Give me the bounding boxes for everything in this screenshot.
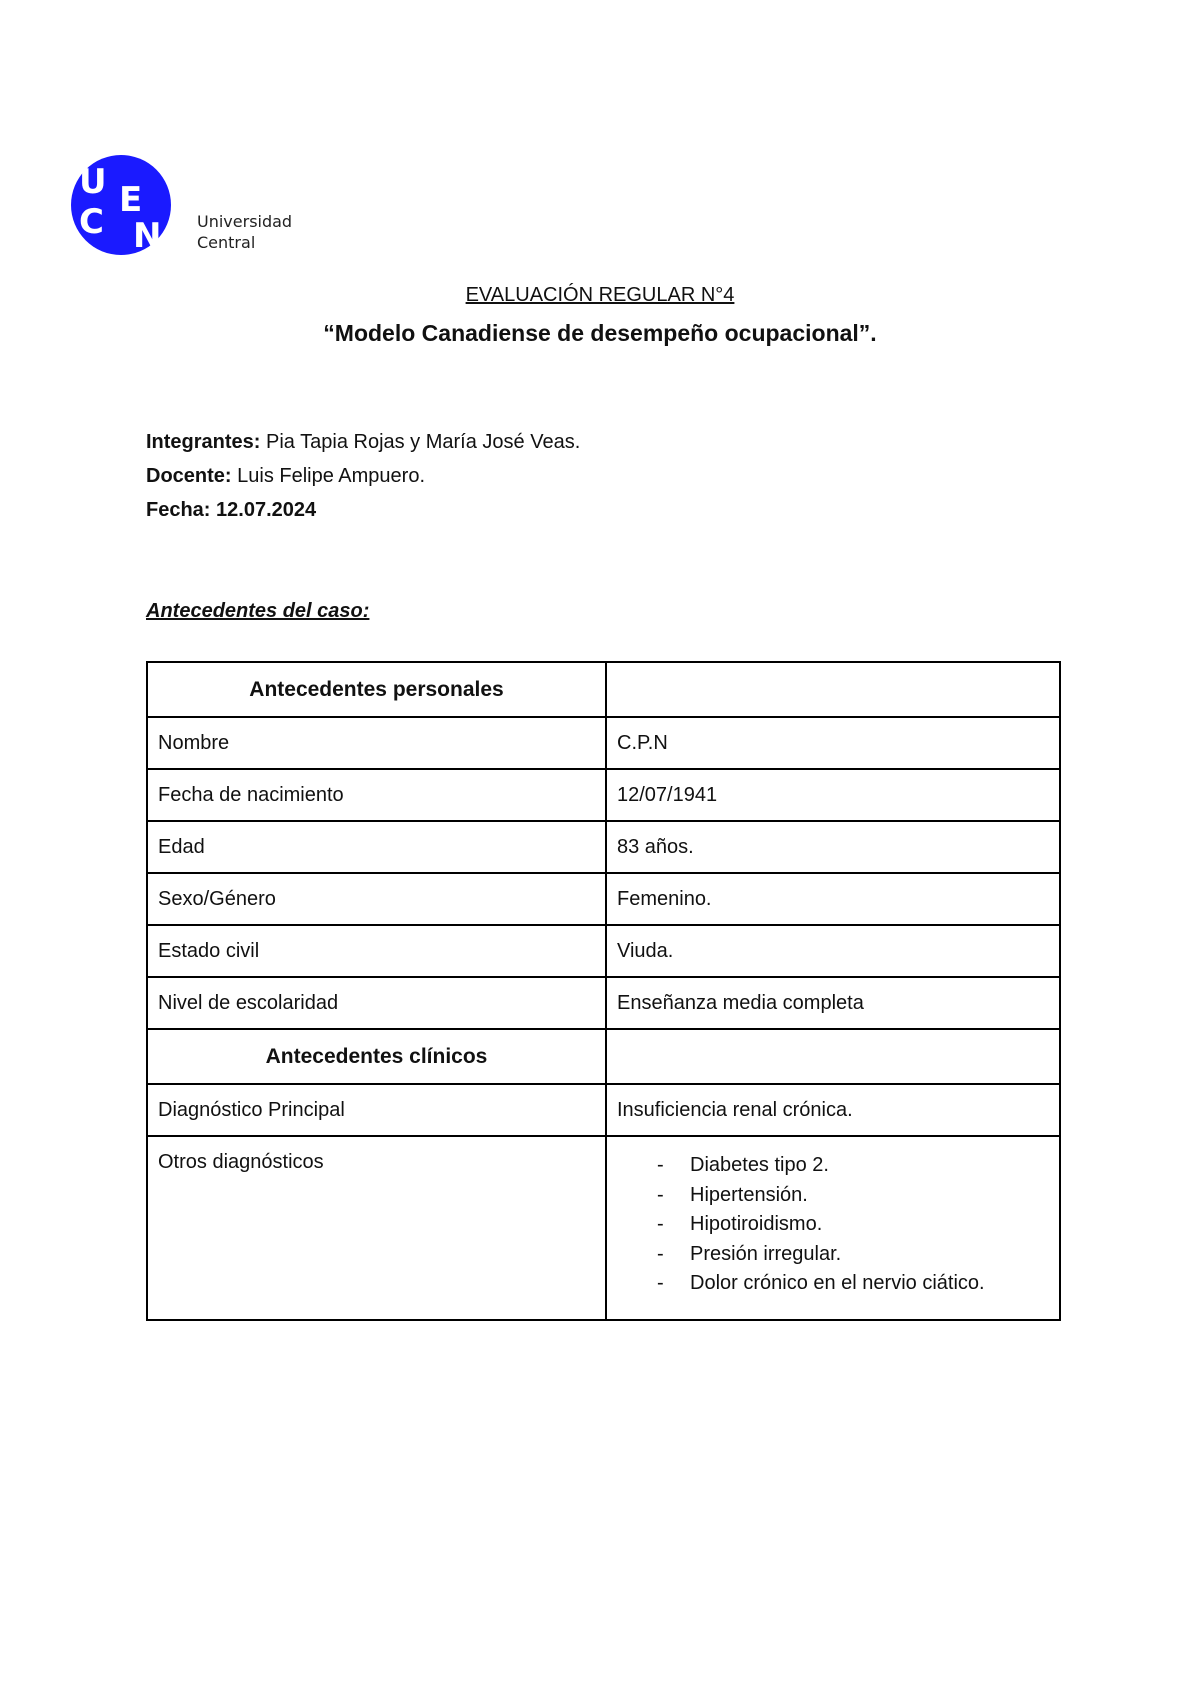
docente-value: Luis Felipe Ampuero. [231, 465, 426, 487]
fecha-line [146, 499, 316, 522]
row-value: Insuficiencia renal crónica. [606, 1084, 1060, 1136]
row-label: Fecha de nacimiento [147, 769, 606, 821]
logo-letter-u: U [79, 162, 107, 202]
table-row [147, 873, 1060, 925]
logo-circle-icon [71, 155, 181, 265]
logo-letter-n: N [133, 216, 162, 256]
row-label: Nivel de escolaridad [147, 977, 606, 1029]
row-label: Estado civil [147, 925, 606, 977]
table-row [147, 769, 1060, 821]
table-row [147, 662, 1060, 717]
list-item: - Diabetes tipo 2. [657, 1151, 1049, 1181]
case-table [146, 661, 1061, 1321]
row-label: Edad [147, 821, 606, 873]
clinicos-header: Antecedentes clínicos [147, 1029, 606, 1084]
empty-cell [606, 662, 1060, 717]
row-value: 83 años. [606, 821, 1060, 873]
section-heading: Antecedentes del caso: [146, 600, 370, 622]
list-item: - Dolor crónico en el nervio ciático. [657, 1269, 1049, 1299]
logo-name-line1: Universidad [197, 212, 293, 231]
table-row [147, 977, 1060, 1029]
integrantes-label: Integrantes: [146, 431, 261, 453]
list-item: - Hipertensión. [657, 1181, 1049, 1211]
logo-wordmark [197, 211, 292, 253]
university-logo [71, 155, 311, 255]
docente-line [146, 465, 425, 488]
list-item: - Hipotiroidismo. [657, 1210, 1049, 1240]
document-subtitle: “Modelo Canadiense de desempeño ocupacional”. [323, 320, 877, 346]
table-row [147, 1029, 1060, 1084]
logo-name-line2: Central [197, 233, 256, 252]
otros-diagnosticos-cell [606, 1136, 1060, 1320]
list-item: - Presión irregular. [657, 1240, 1049, 1270]
table-row [147, 717, 1060, 769]
document-title: EVALUACIÓN REGULAR N°4 [465, 284, 735, 306]
row-value: Enseñanza media completa [606, 977, 1060, 1029]
row-value: C.P.N [606, 717, 1060, 769]
logo-letter-e: E [119, 180, 143, 220]
fecha-label: Fecha: 12.07.2024 [146, 499, 317, 521]
table-row [147, 1136, 1060, 1320]
integrantes-line [146, 431, 580, 454]
row-label: Otros diagnósticos [147, 1136, 606, 1320]
row-label: Diagnóstico Principal [147, 1084, 606, 1136]
table-row [147, 821, 1060, 873]
empty-cell [606, 1029, 1060, 1084]
integrantes-value: Pia Tapia Rojas y María José Veas. [260, 431, 581, 453]
logo-letter-c: C [79, 202, 104, 242]
row-label: Sexo/Género [147, 873, 606, 925]
personales-header: Antecedentes personales [147, 662, 606, 717]
table-row [147, 925, 1060, 977]
row-value: 12/07/1941 [606, 769, 1060, 821]
row-label: Nombre [147, 717, 606, 769]
row-value: Viuda. [606, 925, 1060, 977]
table-row [147, 1084, 1060, 1136]
row-value: Femenino. [606, 873, 1060, 925]
docente-label: Docente: [146, 465, 232, 487]
diagnosis-list [617, 1151, 1049, 1299]
